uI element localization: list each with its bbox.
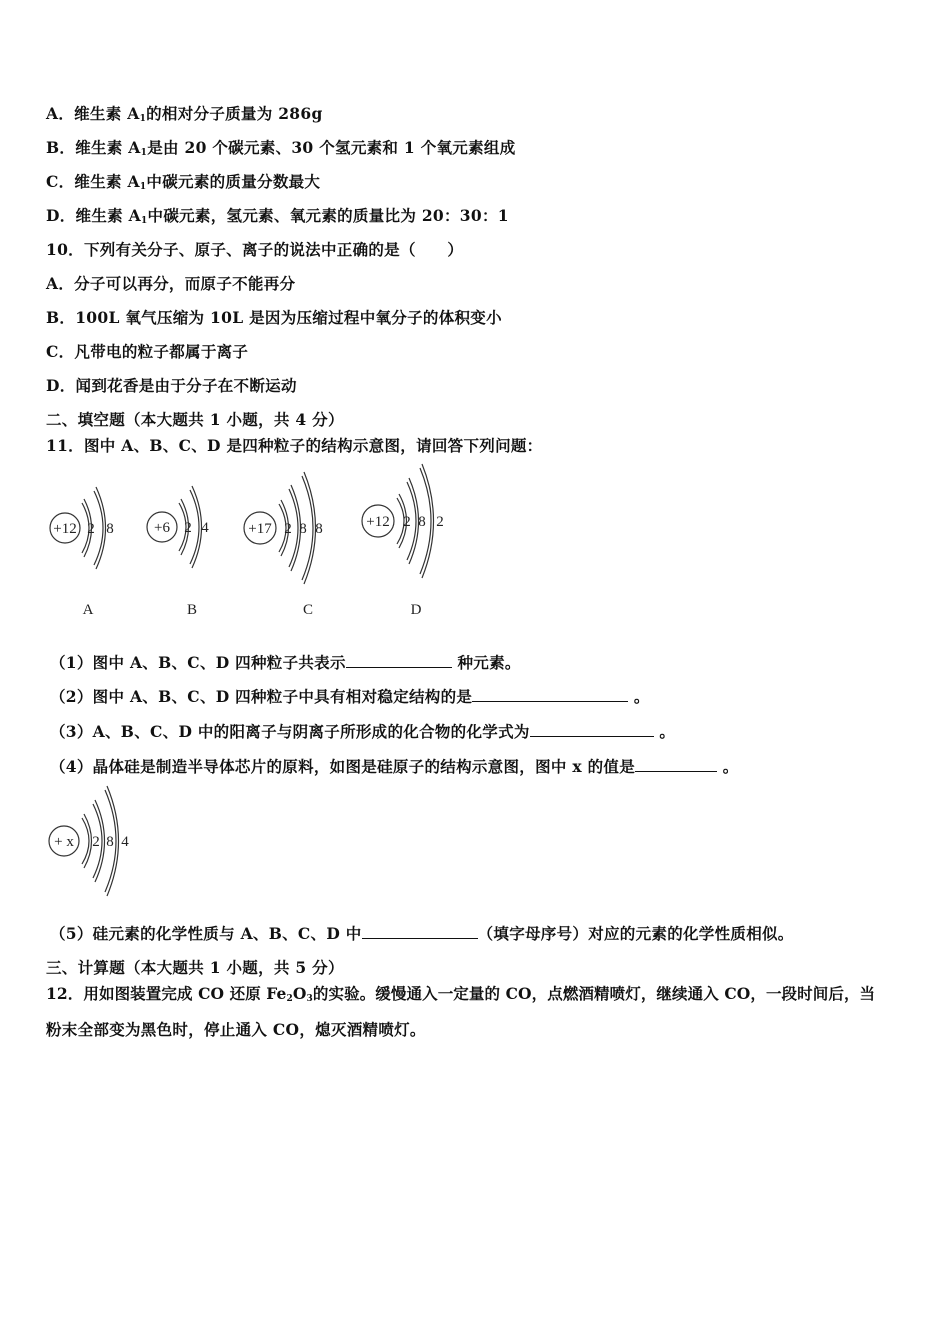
section-2-heading: 二、填空题（本大题共 1 小题，共 4 分） — [46, 410, 344, 429]
diagram-label-b: B — [186, 602, 198, 618]
q12-line-2: 粉末全部变为黑色时，停止通入 CO，熄灭酒精喷灯。 — [46, 1020, 426, 1039]
answer-blank-1[interactable] — [346, 653, 452, 668]
nucleus-charge-b: +6 — [154, 520, 170, 536]
q10-option-c: C．凡带电的粒子都属于离子 — [46, 342, 249, 361]
nucleus-charge-a: +12 — [53, 521, 77, 537]
q11-part-1: （1）图中 A、B、C、D 四种粒子共表示 种元素。 — [50, 653, 521, 672]
q11-stem: 11．图中 A、B、C、D 是四种粒子的结构示意图，请回答下列问题： — [46, 436, 543, 455]
q10-option-d: D．闻到花香是由于分子在不断运动 — [46, 376, 297, 395]
section-3-heading: 三、计算题（本大题共 1 小题，共 5 分） — [46, 958, 344, 977]
q11-part-5: （5）硅元素的化学性质与 A、B、C、D 中 （填字母序号）对应的元素的化学性质相似。 — [50, 924, 794, 943]
shell-electrons: 2 — [92, 834, 100, 850]
q10-stem: 10．下列有关分子、原子、离子的说法中正确的是（ ） — [46, 240, 464, 259]
shell-electrons: 8 — [106, 521, 114, 537]
shell-electrons: 4 — [121, 834, 129, 850]
silicon-nucleus-charge: + x — [54, 834, 74, 850]
answer-blank-5[interactable] — [362, 924, 478, 939]
nucleus-charge-d: +12 — [366, 514, 390, 530]
shell-electrons: 8 — [418, 514, 426, 530]
shell-electrons: 2 — [436, 514, 444, 530]
answer-blank-2[interactable] — [472, 687, 628, 702]
q9-option-b: B．维生素 $A_1$是由 20 个碳元素、30 个氢元素和 1 个氧元素组成 — [46, 138, 516, 158]
diagram-label-c: C — [302, 602, 314, 618]
q9-option-c: C．维生素 $A_1$中碳元素的质量分数最大 — [46, 172, 321, 192]
q10-option-b: B．100L 氧气压缩为 10L 是因为压缩过程中氧分子的体积变小 — [46, 308, 502, 327]
q11-part-3: （3）A、B、C、D 中的阳离子与阴离子所形成的化合物的化学式为 。 — [50, 722, 676, 741]
shell-electrons: 2 — [184, 520, 192, 536]
shell-electrons: 4 — [201, 520, 209, 536]
diagram-label-a: A — [82, 602, 94, 618]
shell-electrons: 2 — [284, 521, 292, 537]
shell-electrons: 2 — [87, 521, 95, 537]
answer-blank-4[interactable] — [635, 757, 717, 772]
shell-electrons: 8 — [106, 834, 114, 850]
q11-part-4: （4）晶体硅是制造半导体芯片的原料，如图是硅原子的结构示意图，图中 x 的值是 。 — [50, 757, 739, 776]
q9-option-a: A．维生素 $A_1$的相对分子质量为 286g — [46, 104, 323, 124]
shell-electrons: 8 — [299, 521, 307, 537]
nucleus-charge-c: +17 — [248, 521, 272, 537]
q11-part-2: （2）图中 A、B、C、D 四种粒子中具有相对稳定结构的是 。 — [50, 687, 650, 706]
shell-electrons: 2 — [403, 514, 411, 530]
q9-option-d: D．维生素 $A_1$中碳元素，氢元素、氧元素的质量比为 20：30：1 — [46, 206, 509, 226]
shell-electrons: 8 — [315, 521, 323, 537]
diagram-label-d: D — [410, 602, 422, 618]
answer-blank-3[interactable] — [530, 722, 654, 737]
q12-line-1: 12．用如图装置完成 CO 还原 $Fe_2O_3$的实验。缓慢通入一定量的 CO，点燃酒精喷灯，继续通入 CO，一段时间后，当 — [46, 984, 876, 1004]
q10-option-a: A．分子可以再分，而原子不能再分 — [46, 274, 296, 293]
